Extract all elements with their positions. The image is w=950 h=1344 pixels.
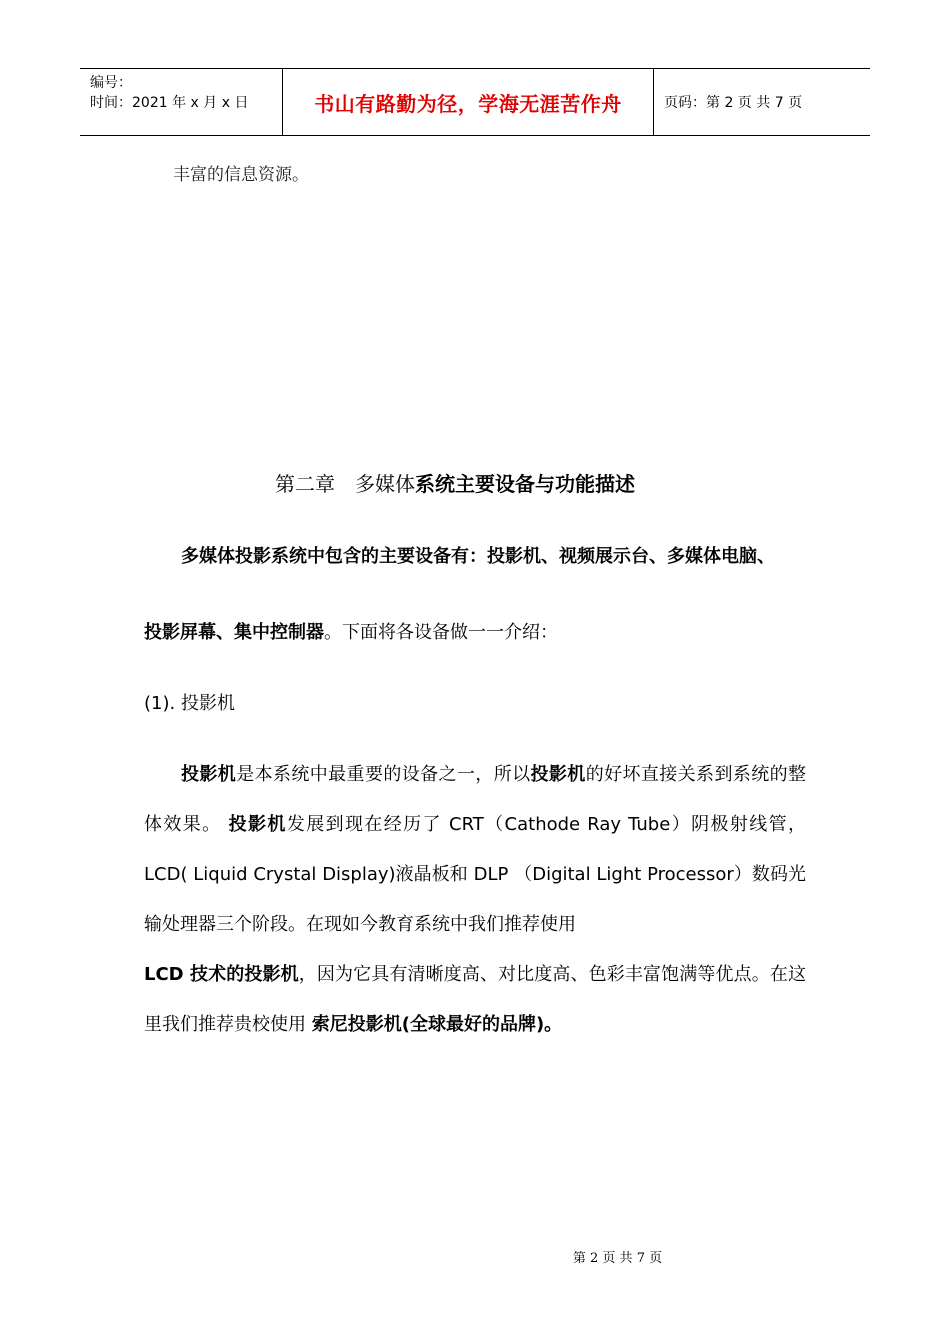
lead-line-1: 多媒体投影系统中包含的主要设备有：投影机、视频展示台、多媒体电脑、: [181, 546, 775, 567]
lead-line-2: [144, 618, 806, 644]
header-page-label: 页码：第 2 页 共 7 页: [664, 95, 803, 111]
header-motto: 书山有路勤为径，学海无涯苦作舟: [282, 69, 654, 135]
term-projector-3: 投影机: [228, 814, 287, 835]
term-projector-2: 投影机: [530, 764, 586, 785]
term-lcd: LCD 技术的投影机: [144, 964, 299, 985]
intro-text: 丰富的信息资源。: [173, 165, 309, 185]
document-header: [80, 68, 870, 136]
lead-bold: 投影屏幕、集中控制器: [144, 622, 324, 643]
chapter-title: [0, 468, 910, 497]
body-s2: 的好坏直接关系到系统的整体效果。: [144, 764, 807, 835]
body-s1: 是本系统中最重要的设备之一，所以: [236, 764, 531, 785]
header-meta: [80, 69, 282, 135]
chapter-prefix: 第二章 多媒体: [275, 472, 415, 496]
page-footer: 第 2 页 共 7 页: [572, 1251, 663, 1266]
term-projector-1: 投影机: [181, 764, 237, 785]
body-paragraph: [144, 750, 806, 1050]
body-s4: ，因为它具有清晰度高、对比度高、色彩丰富饱满等优点。在这里我们推荐贵校使用: [144, 964, 806, 1035]
body-s3: 发展到现在经历了 CRT（Cathode Ray Tube）阴极射线管， LCD( Liquid Crystal Display)液晶板和 DLP （Digital Light Processor）数码光输处理器三个阶段。在现如今教育系统中我们推荐使用: [144, 814, 807, 935]
lead-rest: 。下面将各设备做一一介绍：: [324, 622, 558, 643]
time-label: 时间：2021 年 x 月 x 日: [90, 95, 249, 111]
chapter-heading: 系统主要设备与功能描述: [415, 472, 635, 496]
item-heading: (1). 投影机: [144, 693, 235, 714]
term-sony: 索尼投影机(全球最好的品牌)。: [311, 1014, 563, 1035]
number-label: 编号：: [90, 75, 132, 91]
